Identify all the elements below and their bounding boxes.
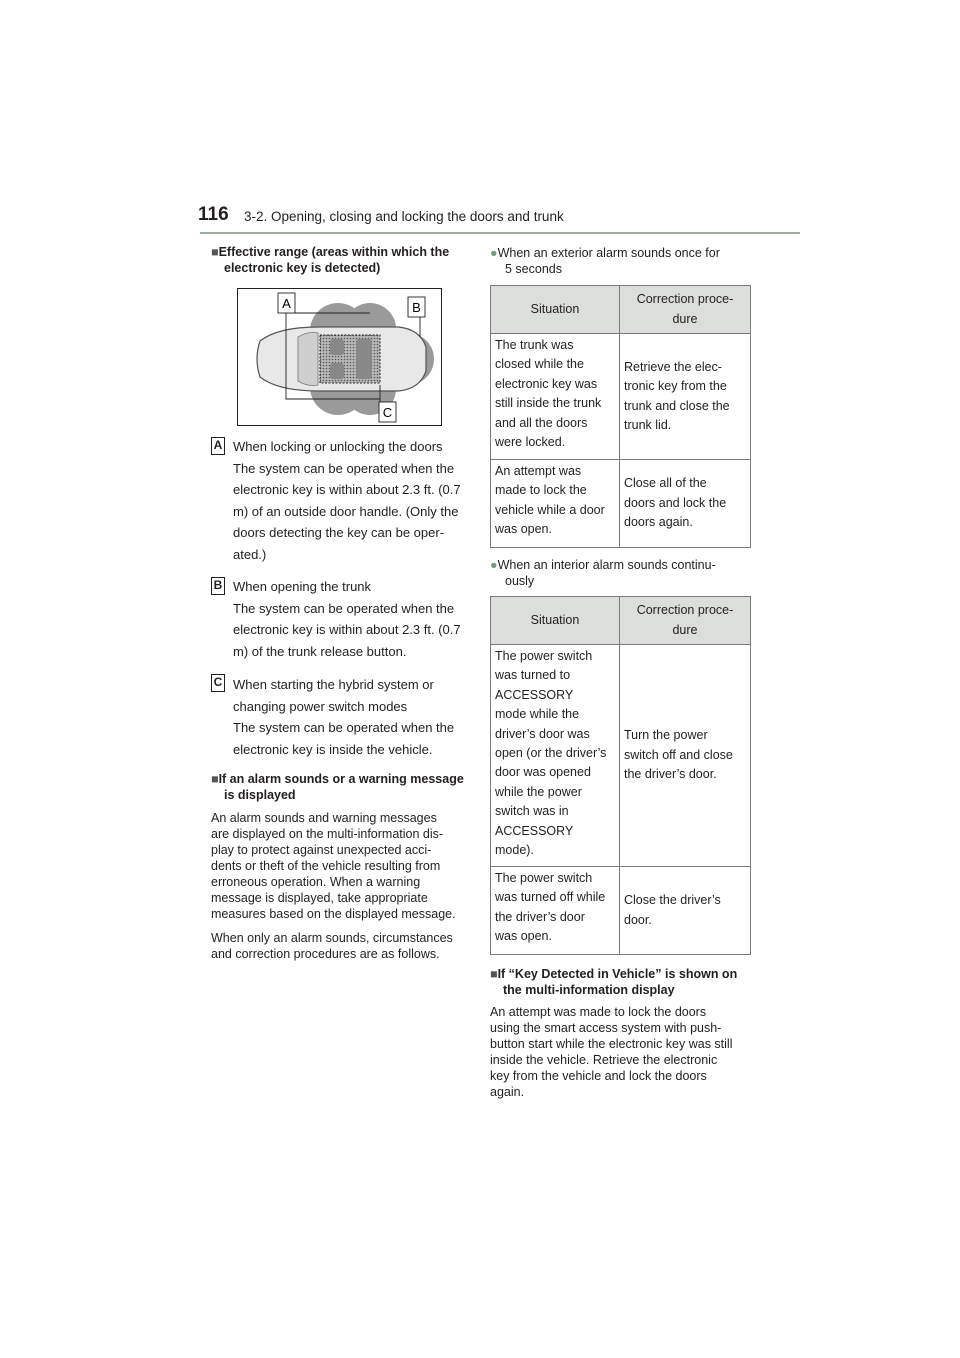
table-header-correction: Correction proce- dure <box>620 286 751 334</box>
interior-alarm-heading: ●When an interior alarm sounds continu- ously <box>490 558 716 588</box>
item-a-text: When locking or unlocking the doors The system can be operated when the electronic key is within about 2.3 ft. (0.7 m) of an outside door handle. (Only the doors detecting the key can be oper- ated.) <box>233 439 461 562</box>
exterior-alarm-table <box>490 285 751 548</box>
car-detection-diagram <box>238 289 442 426</box>
seat <box>330 339 344 355</box>
figure-label-c: C <box>382 405 393 420</box>
key-detected-paragraph: An attempt was made to lock the doors using the smart access system with push- button start while the electronic key was still inside the vehicle. Retrieve the electronic key from the vehicle and lock the doors again. <box>490 1005 733 1099</box>
interior-alarm-table <box>490 596 751 955</box>
table-row <box>491 460 751 548</box>
situation-cell: The power switch was turned off while the driver’s door was open. <box>491 867 620 955</box>
page-number: 116 <box>198 204 229 225</box>
alarm-paragraph: An alarm sounds and warning messages are displayed on the multi-information dis- play to protect against unexpected acci- dents or theft of the vehicle resulting from erroneous operation. When a warning message is displayed, take appropriate measures based on the displayed message. <box>211 811 456 921</box>
header-rule <box>200 232 800 234</box>
table-header-situation: Situation <box>491 286 620 334</box>
label-box-c: C <box>211 674 225 692</box>
rear-seat <box>356 339 372 379</box>
correction-cell: Close the driver’s door. <box>620 867 751 955</box>
item-c-text: When starting the hybrid system or changing power switch modes The system can be operated when the electronic key is inside the vehicle. <box>233 677 455 757</box>
range-heading: ■Effective range (areas within which the electronic key is detected) <box>211 245 450 275</box>
table-header-correction: Correction proce- dure <box>620 597 751 645</box>
situation-cell: The trunk was closed while the electronic key was still inside the trunk and all the doors were locked. <box>491 334 620 460</box>
figure-label-b: B <box>412 300 421 315</box>
correction-cell: Close all of the doors and lock the doors again. <box>620 460 751 548</box>
alarm-only-paragraph: When only an alarm sounds, circumstances and correction procedures are as follows. <box>211 931 453 961</box>
table-row <box>491 867 751 955</box>
item-b-text: When opening the trunk The system can be operated when the electronic key is within about 2.3 ft. (0.7 m) of the trunk release button. <box>233 579 461 659</box>
situation-cell: The power switch was turned to ACCESSORY mode while the driver’s door was open (or the driver’s door was opened while the power switch was in ACCESSORY mode). <box>491 645 620 867</box>
key-detected-heading: ■If “Key Detected in Vehicle” is shown on the multi-information display <box>490 967 738 997</box>
table-row <box>491 334 751 460</box>
detection-range-figure <box>237 288 442 426</box>
table-header-situation: Situation <box>491 597 620 645</box>
label-box-b: B <box>211 577 225 595</box>
label-box-a: A <box>211 437 225 455</box>
car-windshield <box>298 333 318 386</box>
seat <box>330 363 344 379</box>
section-title: 3-2. Opening, closing and locking the doors and trunk <box>244 209 564 224</box>
situation-cell: An attempt was made to lock the vehicle while a door was open. <box>491 460 620 548</box>
correction-cell: Retrieve the elec- tronic key from the trunk and close the trunk lid. <box>620 334 751 460</box>
table-row <box>491 645 751 867</box>
exterior-alarm-heading: ●When an exterior alarm sounds once for 5 seconds <box>490 246 720 276</box>
alarm-heading: ■If an alarm sounds or a warning message is displayed <box>211 772 464 802</box>
figure-label-a: A <box>282 296 291 311</box>
correction-cell: Turn the power switch off and close the driver’s door. <box>620 645 751 867</box>
